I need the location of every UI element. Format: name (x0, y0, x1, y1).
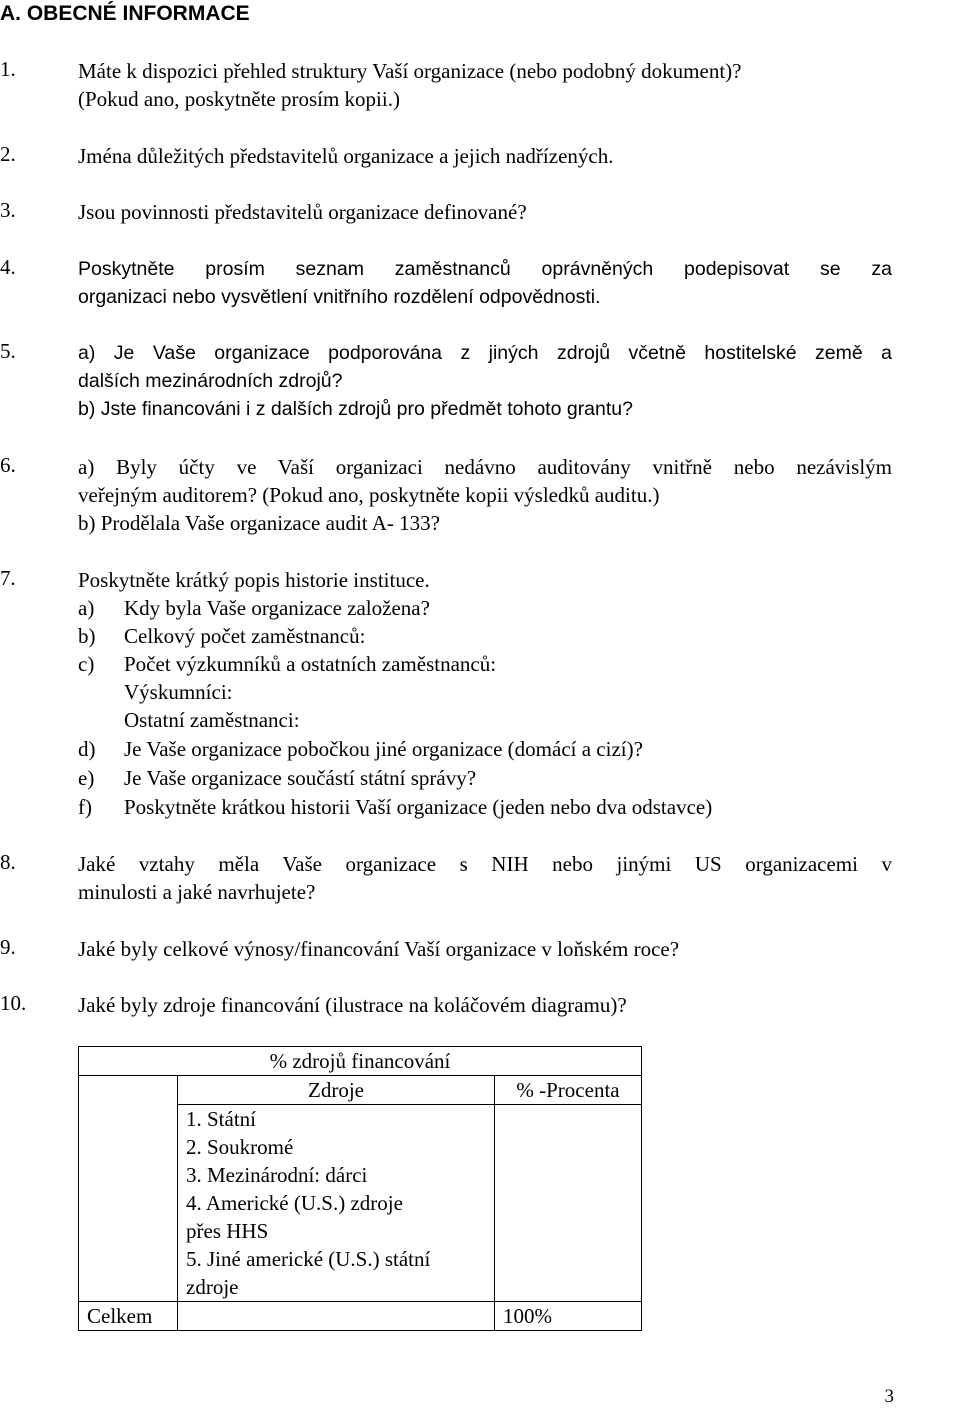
column-header-sources: Zdroje (178, 1076, 495, 1105)
sources-list (178, 1105, 495, 1302)
funding-table (78, 1046, 642, 1331)
question-9: Jaké byly celkové výnosy/financování Vaší organizace v loňském roce? (78, 937, 680, 961)
question-1-line-2: (Pokud ano, poskytněte prosím kopii.) (78, 87, 400, 111)
source-item: 5. Jiné americké (U.S.) státní (186, 1247, 431, 1271)
question-1-line-1: Máte k dispozici přehled struktury Vaší organizace (nebo podobný dokument)? (78, 59, 742, 83)
question-7-item (78, 622, 365, 650)
question-7-item (78, 793, 712, 821)
total-label: Celkem (79, 1302, 178, 1331)
section-heading: A. OBECNÉ INFORMACE (0, 2, 250, 25)
question-5b: b) Jste financováni i z dalších zdrojů pro předmět tohoto grantu? (78, 398, 633, 420)
question-7-item (78, 650, 496, 678)
question-number: 8. (0, 850, 16, 874)
question-8 (78, 850, 892, 906)
question-number: 7. (0, 566, 16, 590)
question-number: 2. (0, 142, 16, 166)
item-label: e) (78, 766, 95, 790)
item-label: b) (78, 624, 96, 648)
question-6b: b) Prodělala Vaše organizace audit A- 133? (78, 511, 440, 535)
question-3: Jsou povinnosti představitelů organizace definované? (78, 200, 527, 224)
item-text: Výskumníci: (124, 680, 233, 704)
item-label: c) (78, 652, 95, 676)
item-text: Poskytněte krátkou historii Vaší organizace (jeden nebo dva odstavce) (124, 795, 713, 819)
question-7-item (78, 678, 233, 706)
question-number: 5. (0, 339, 16, 363)
total-sources-cell (178, 1302, 495, 1331)
table-title: % zdrojů financování (79, 1047, 642, 1076)
question-5 (78, 339, 892, 423)
question-4-line-2: organizaci nebo vysvětlení vnitřního rozdělení odpovědnosti. (78, 286, 601, 308)
table-total-row (79, 1302, 642, 1331)
question-4-line-1: Poskytněte prosím seznam zaměstnanců oprávněných podepisovat se za (78, 258, 892, 280)
source-item: zdroje (186, 1275, 239, 1299)
source-item: 4. Americké (U.S.) zdroje (186, 1191, 403, 1215)
question-10: Jaké byly zdroje financování (ilustrace na koláčovém diagramu)? (78, 993, 627, 1017)
question-number: 9. (0, 935, 16, 959)
question-5a-line-1: a) Je Vaše organizace podporována z jiných zdrojů včetně hostitelské země a (78, 342, 892, 364)
question-number: 4. (0, 255, 16, 279)
table-title-row (79, 1047, 642, 1076)
total-value: 100% (495, 1302, 642, 1331)
source-item: 3. Mezinárodní: dárci (186, 1163, 368, 1187)
question-number: 3. (0, 198, 16, 222)
question-6a-line-1: a) Byly účty ve Vaší organizaci nedávno auditovány vnitřně nebo nezávislým (78, 455, 892, 479)
table-header-row (79, 1076, 642, 1105)
question-number: 10. (0, 991, 27, 1015)
source-item: přes HHS (186, 1219, 269, 1243)
question-6a-line-2: veřejným auditorem? (Pokud ano, poskytněte kopii výsledků auditu.) (78, 483, 660, 507)
page-number: 3 (884, 1386, 894, 1407)
question-4 (78, 255, 892, 311)
question-7-item (78, 594, 430, 622)
source-item: 2. Soukromé (186, 1135, 294, 1159)
item-label: f) (78, 795, 92, 819)
item-text: Je Vaše organizace součástí státní správy? (124, 766, 477, 790)
question-7-item (78, 735, 643, 763)
percent-cell[interactable] (495, 1105, 642, 1302)
question-8-line-2: minulosti a jaké navrhujete? (78, 880, 316, 904)
column-header-percent: % -Procenta (495, 1076, 642, 1105)
item-text: Celkový počet zaměstnanců: (124, 624, 366, 648)
question-8-line-1: Jaké vztahy měla Vaše organizace s NIH nebo jinými US organizacemi v (78, 852, 892, 876)
question-1 (78, 57, 892, 113)
item-text: Počet výzkumníků a ostatních zaměstnanců: (124, 652, 497, 676)
item-label: d) (78, 737, 96, 761)
question-6 (78, 453, 892, 537)
question-7-item (78, 706, 300, 734)
item-label: a) (78, 596, 95, 620)
item-text: Ostatní zaměstnanci: (124, 708, 300, 732)
question-number: 6. (0, 453, 16, 477)
source-item: 1. Státní (186, 1107, 257, 1131)
table-empty-cell (79, 1076, 178, 1302)
question-5a-line-2: dalších mezinárodních zdrojů? (78, 370, 343, 392)
question-2: Jména důležitých představitelů organizace a jejich nadřízených. (78, 144, 614, 168)
question-7-intro: Poskytněte krátký popis historie instituce. (78, 568, 430, 592)
question-7-item (78, 764, 476, 792)
question-number: 1. (0, 57, 16, 81)
item-text: Je Vaše organizace pobočkou jiné organizace (domácí a cizí)? (124, 737, 643, 761)
item-text: Kdy byla Vaše organizace založena? (124, 596, 430, 620)
